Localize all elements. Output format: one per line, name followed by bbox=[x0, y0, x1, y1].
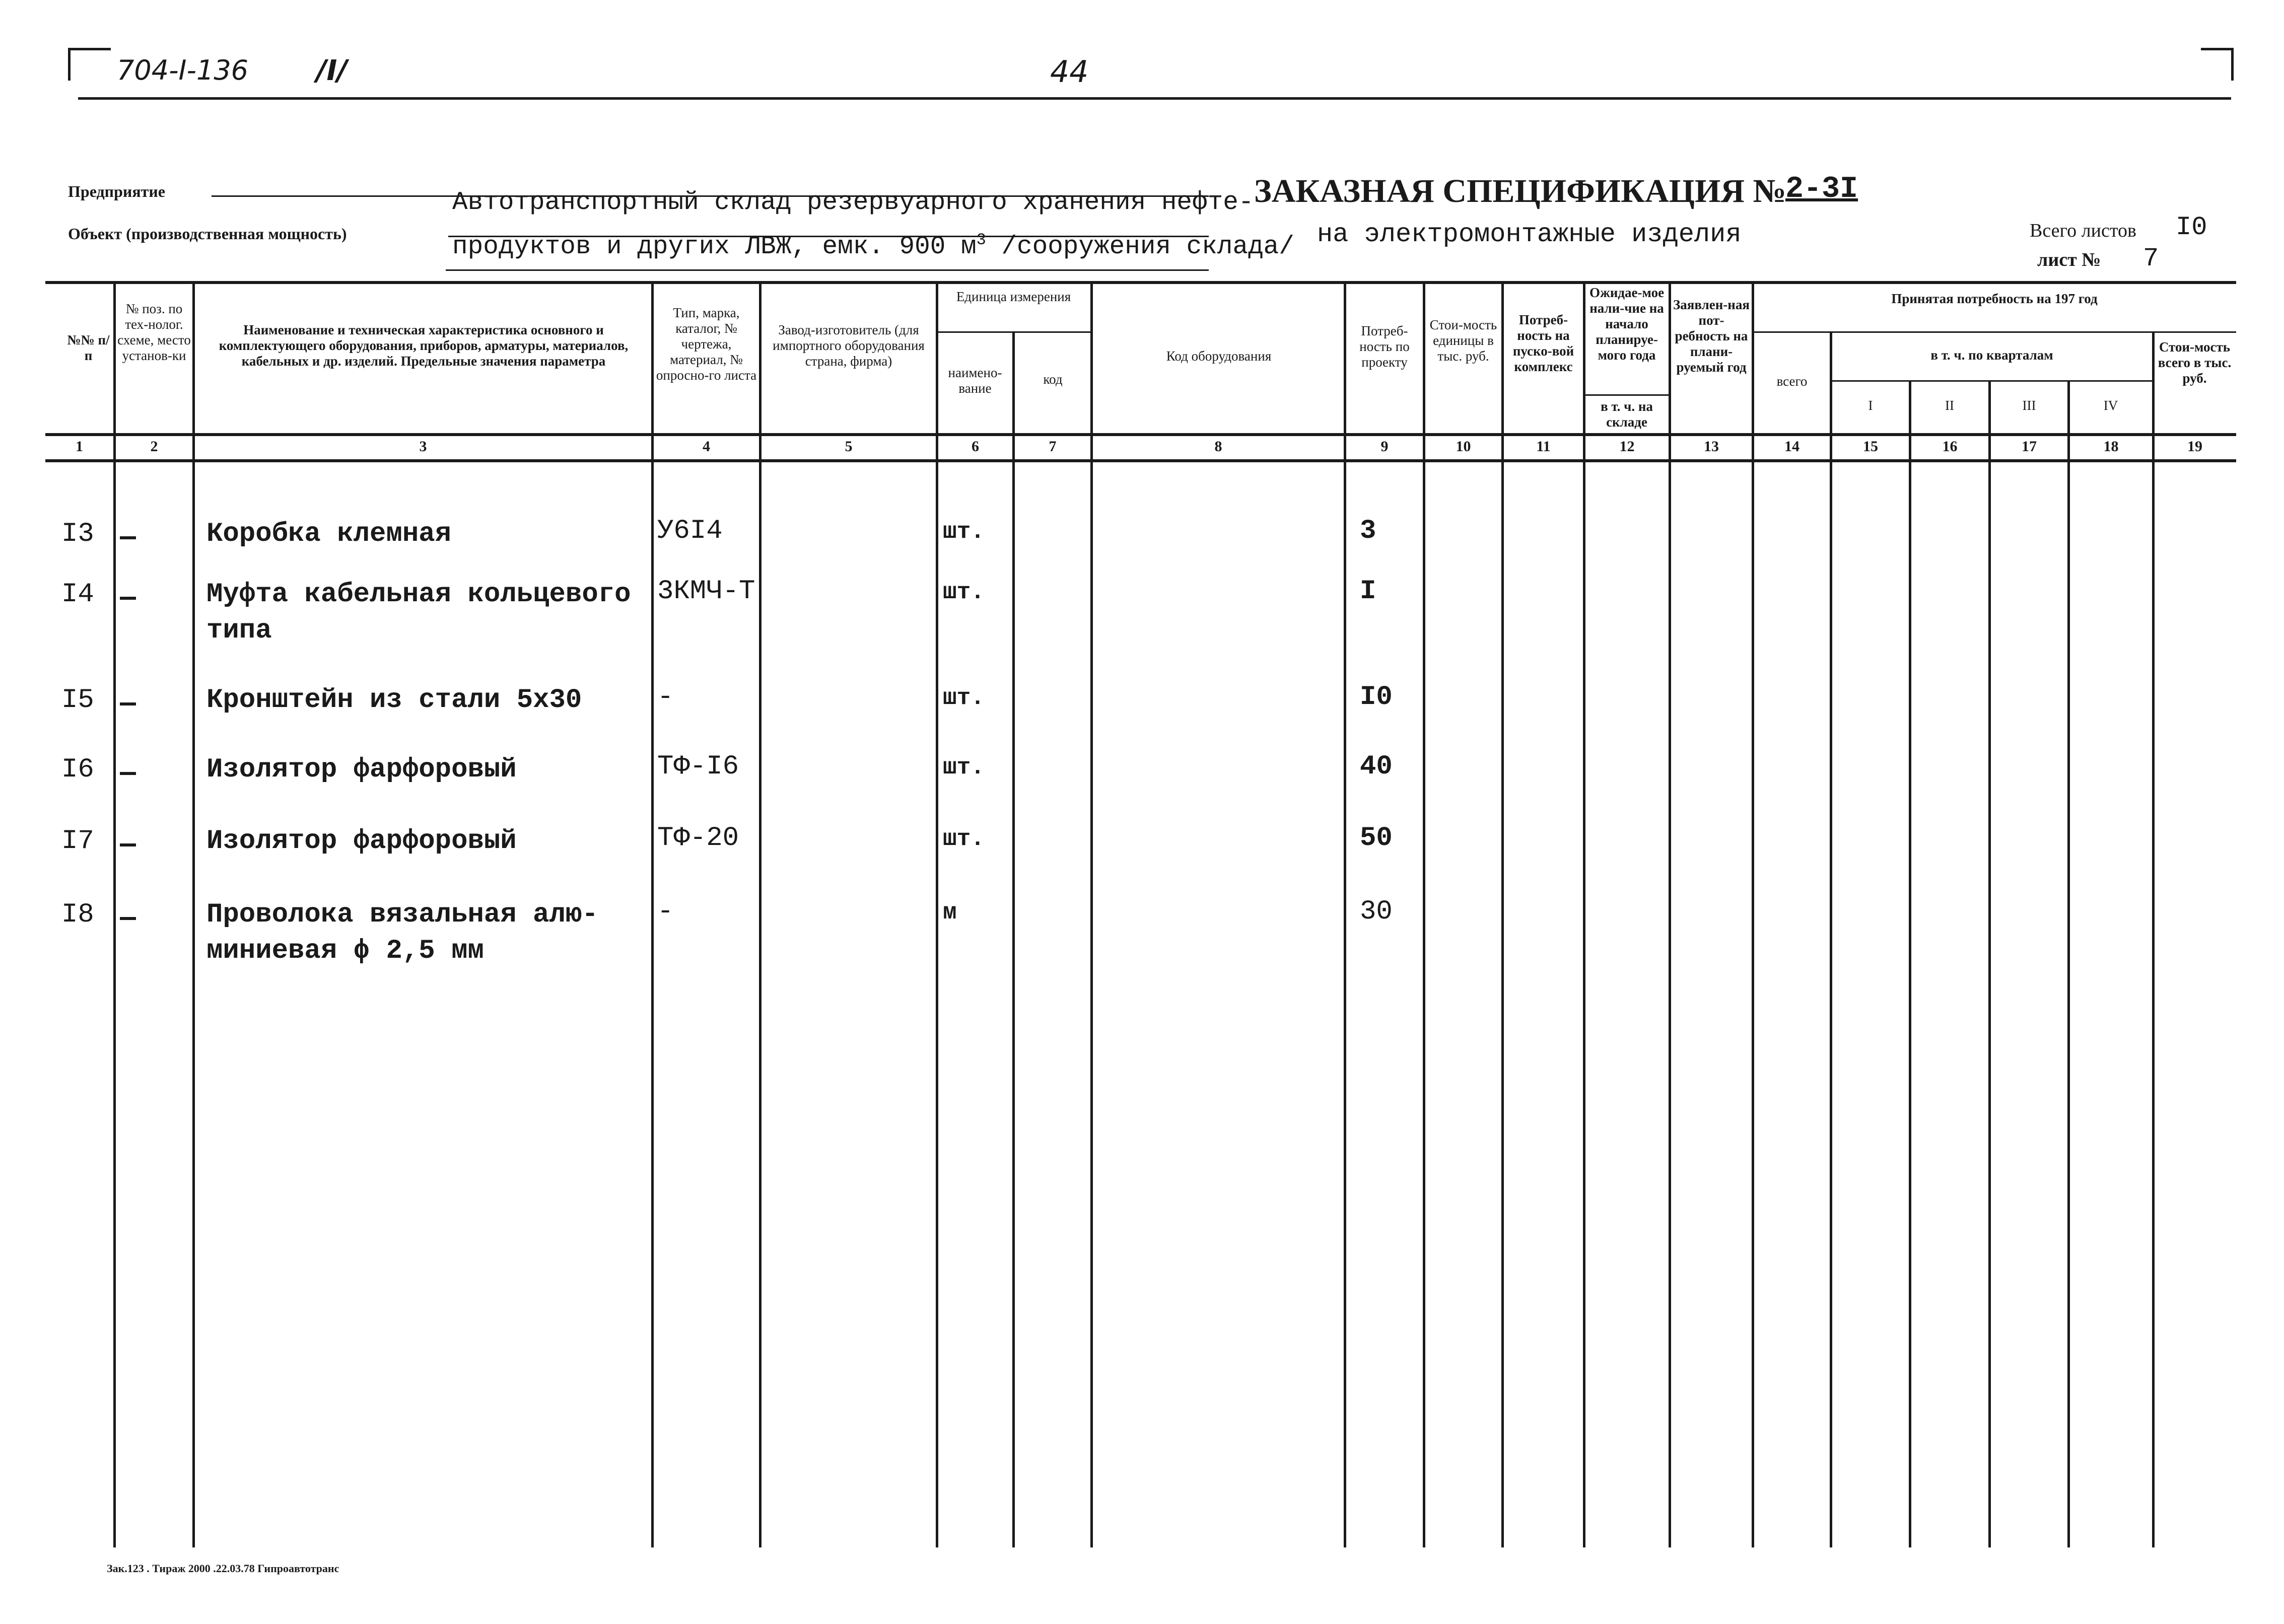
item-quantity: 50 bbox=[1360, 823, 1393, 854]
header-accepted-need: Принятая потребность на 197 год bbox=[1891, 291, 2098, 306]
item-type: У6I4 bbox=[657, 516, 723, 546]
item-unit: шт. bbox=[943, 826, 985, 852]
header-manufacturer: Завод-изготовитель (для импортного оборудования страна, фирма) bbox=[773, 322, 925, 369]
column-number: 18 bbox=[2103, 438, 2119, 455]
c12-split-rule bbox=[1583, 394, 1669, 396]
header-declared-need: Заявлен-ная пот-ребность на плани-руемый год bbox=[1673, 297, 1750, 375]
item-name: Муфта кабельная кольцевого bbox=[206, 579, 631, 610]
enterprise-label: Предприятие bbox=[68, 182, 165, 200]
position-dash bbox=[120, 702, 136, 705]
column-number: 9 bbox=[1380, 438, 1389, 455]
column-number: 7 bbox=[1049, 438, 1057, 455]
col-divider-13 bbox=[1752, 281, 1754, 1547]
column-number: 11 bbox=[1536, 438, 1551, 455]
col-divider-4 bbox=[759, 281, 762, 1547]
item-type: 3КМЧ-Т bbox=[657, 576, 755, 607]
row-number: I3 bbox=[61, 519, 94, 549]
column-number: 3 bbox=[419, 438, 427, 455]
document-part: /I/ bbox=[316, 54, 348, 87]
item-name: Кронштейн из стали 5х30 bbox=[206, 685, 582, 716]
col-divider-2 bbox=[192, 281, 195, 1547]
header-quarter-2: II bbox=[1945, 398, 1954, 413]
position-dash bbox=[120, 597, 136, 600]
header-quarters: в т. ч. по кварталам bbox=[1930, 347, 2053, 363]
column-number: 2 bbox=[150, 438, 158, 455]
header-expected-stock: Ожидае-мое нали-чие на начало планируе-мого года bbox=[1589, 285, 1665, 363]
header-quarter-4: IV bbox=[2103, 398, 2118, 413]
item-quantity: I bbox=[1360, 576, 1376, 607]
header-equipment-code: Код оборудования bbox=[1166, 348, 1272, 364]
table-top-rule bbox=[45, 281, 2236, 284]
object-label: Объект (производственная мощность) bbox=[68, 225, 347, 243]
item-type: - bbox=[657, 896, 674, 927]
header-row-number: №№ п/п bbox=[67, 332, 110, 363]
position-dash bbox=[120, 536, 136, 539]
col-divider-8 bbox=[1344, 281, 1346, 1547]
item-name-continued: миниевая ϕ 2,5 мм bbox=[206, 936, 484, 966]
column-number: 13 bbox=[1704, 438, 1719, 455]
top-rule bbox=[78, 97, 2231, 100]
object-text-line2-start: продуктов и других ЛВЖ, емк. 900 м bbox=[452, 233, 977, 261]
col-divider-11 bbox=[1583, 281, 1585, 1547]
header-quarter-1: I bbox=[1868, 398, 1873, 413]
item-unit: шт. bbox=[943, 685, 985, 711]
column-number: 15 bbox=[1863, 438, 1878, 455]
col-divider-5 bbox=[936, 281, 938, 1547]
column-number: 5 bbox=[845, 438, 853, 455]
header-position: № поз. по тех-нолог. схеме, место установ-ки bbox=[117, 301, 191, 363]
header-bottom-rule bbox=[45, 433, 2236, 436]
column-number: 10 bbox=[1456, 438, 1471, 455]
need-group-rule bbox=[1752, 331, 2236, 333]
item-quantity: 3 bbox=[1360, 516, 1376, 546]
header-total: всего bbox=[1776, 374, 1808, 389]
column-number: 12 bbox=[1619, 438, 1635, 455]
position-dash bbox=[120, 772, 136, 775]
column-number: 17 bbox=[2022, 438, 2037, 455]
page-number: 44 bbox=[1050, 54, 1089, 90]
col-divider-9 bbox=[1423, 281, 1425, 1547]
col-divider-3 bbox=[651, 281, 654, 1547]
sheet-number-label: лист № bbox=[2037, 249, 2101, 270]
spec-number: 2-3I bbox=[1785, 172, 1858, 206]
header-type-mark: Тип, марка, каталог, № чертежа, материал, № опросно-го листа bbox=[656, 305, 757, 383]
item-unit: шт. bbox=[943, 579, 985, 605]
col-divider-14 bbox=[1830, 331, 1832, 1547]
row-number: I8 bbox=[61, 899, 94, 930]
item-type: - bbox=[657, 682, 674, 713]
sheet-number-value: 7 bbox=[2143, 244, 2159, 273]
row-number: I5 bbox=[61, 685, 94, 716]
item-quantity: 40 bbox=[1360, 751, 1393, 782]
cubic-superscript: 3 bbox=[976, 231, 986, 249]
item-unit: шт. bbox=[943, 519, 985, 545]
item-quantity: 30 bbox=[1360, 896, 1393, 927]
header-unit-group: Единица измерения bbox=[956, 289, 1071, 304]
corner-mark-left bbox=[68, 48, 111, 81]
column-number: 16 bbox=[1942, 438, 1958, 455]
item-unit: шт. bbox=[943, 754, 985, 781]
item-unit: м bbox=[943, 899, 957, 926]
print-note: Зак.123 . Тираж 2000 .22.03.78 Гипроавтотранс bbox=[107, 1562, 339, 1575]
total-sheets-label: Всего листов bbox=[2030, 220, 2136, 241]
col-divider-10 bbox=[1501, 281, 1504, 1547]
column-number: 1 bbox=[76, 438, 83, 455]
item-name-continued: типа bbox=[206, 615, 272, 646]
column-number: 19 bbox=[2187, 438, 2202, 455]
col-divider-6 bbox=[1012, 331, 1015, 1547]
column-number: 4 bbox=[703, 438, 710, 455]
item-type: ТФ-20 bbox=[657, 823, 739, 854]
item-name: Изолятор фарфоровый bbox=[206, 826, 517, 857]
col-divider-17 bbox=[2067, 380, 2070, 1547]
column-number: 8 bbox=[1214, 438, 1222, 455]
document-code: 704-I-136 bbox=[117, 54, 249, 86]
col-divider-1 bbox=[113, 281, 116, 1547]
row-number: I6 bbox=[61, 754, 94, 785]
number-row-bottom-rule bbox=[45, 459, 2236, 462]
object-text-line2 bbox=[452, 231, 1294, 261]
header-name-description: Наименование и техническая характеристика основного и комплектующего оборудования, приборов, арматуры, материалов, кабельных и др. изделий. Предельные значения параметра bbox=[219, 322, 629, 369]
position-dash bbox=[120, 843, 136, 846]
col-divider-18 bbox=[2152, 331, 2155, 1547]
header-unit-code: код bbox=[1043, 372, 1063, 387]
column-number: 14 bbox=[1784, 438, 1799, 455]
col-divider-15 bbox=[1909, 380, 1911, 1547]
header-total-cost: Стои-мость всего в тыс. руб. bbox=[2158, 339, 2232, 386]
spec-subtitle: на электромонтажные изделия bbox=[1317, 220, 1742, 249]
header-in-warehouse: в т. ч. на складе bbox=[1601, 399, 1653, 430]
header-unit-name: наимено-вание bbox=[948, 365, 1002, 396]
header-quarter-3: III bbox=[2022, 398, 2036, 413]
object-text-line1: Автотранспортный склад резервуарного хранения нефте- bbox=[452, 188, 1254, 217]
column-number: 6 bbox=[972, 438, 979, 455]
col-divider-12 bbox=[1669, 281, 1671, 1547]
col-divider-16 bbox=[1988, 380, 1991, 1547]
item-type: ТФ-I6 bbox=[657, 751, 739, 782]
item-name: Проволока вязальная алю- bbox=[206, 899, 598, 930]
header-demand-project: Потреб-ность по проекту bbox=[1359, 323, 1410, 370]
col-divider-7 bbox=[1090, 281, 1093, 1547]
header-unit-cost: Стои-мость единицы в тыс. руб. bbox=[1429, 317, 1497, 364]
object-underline-2 bbox=[446, 269, 1209, 271]
item-name: Изолятор фарфоровый bbox=[206, 754, 517, 785]
row-number: I4 bbox=[61, 579, 94, 610]
object-text-line2-end: /сооружения склада/ bbox=[986, 233, 1294, 261]
row-number: I7 bbox=[61, 826, 94, 857]
position-dash bbox=[120, 917, 136, 920]
quarters-rule bbox=[1830, 380, 2152, 382]
corner-mark-right bbox=[2201, 48, 2234, 81]
spec-title: ЗАКАЗНАЯ СПЕЦИФИКАЦИЯ № bbox=[1254, 173, 1786, 209]
item-name: Коробка клемная bbox=[206, 519, 452, 549]
item-quantity: I0 bbox=[1360, 682, 1393, 713]
header-startup-complex: Потреб-ность на пуско-вой комплекс bbox=[1512, 312, 1574, 374]
total-sheets-value: I0 bbox=[2176, 213, 2207, 242]
